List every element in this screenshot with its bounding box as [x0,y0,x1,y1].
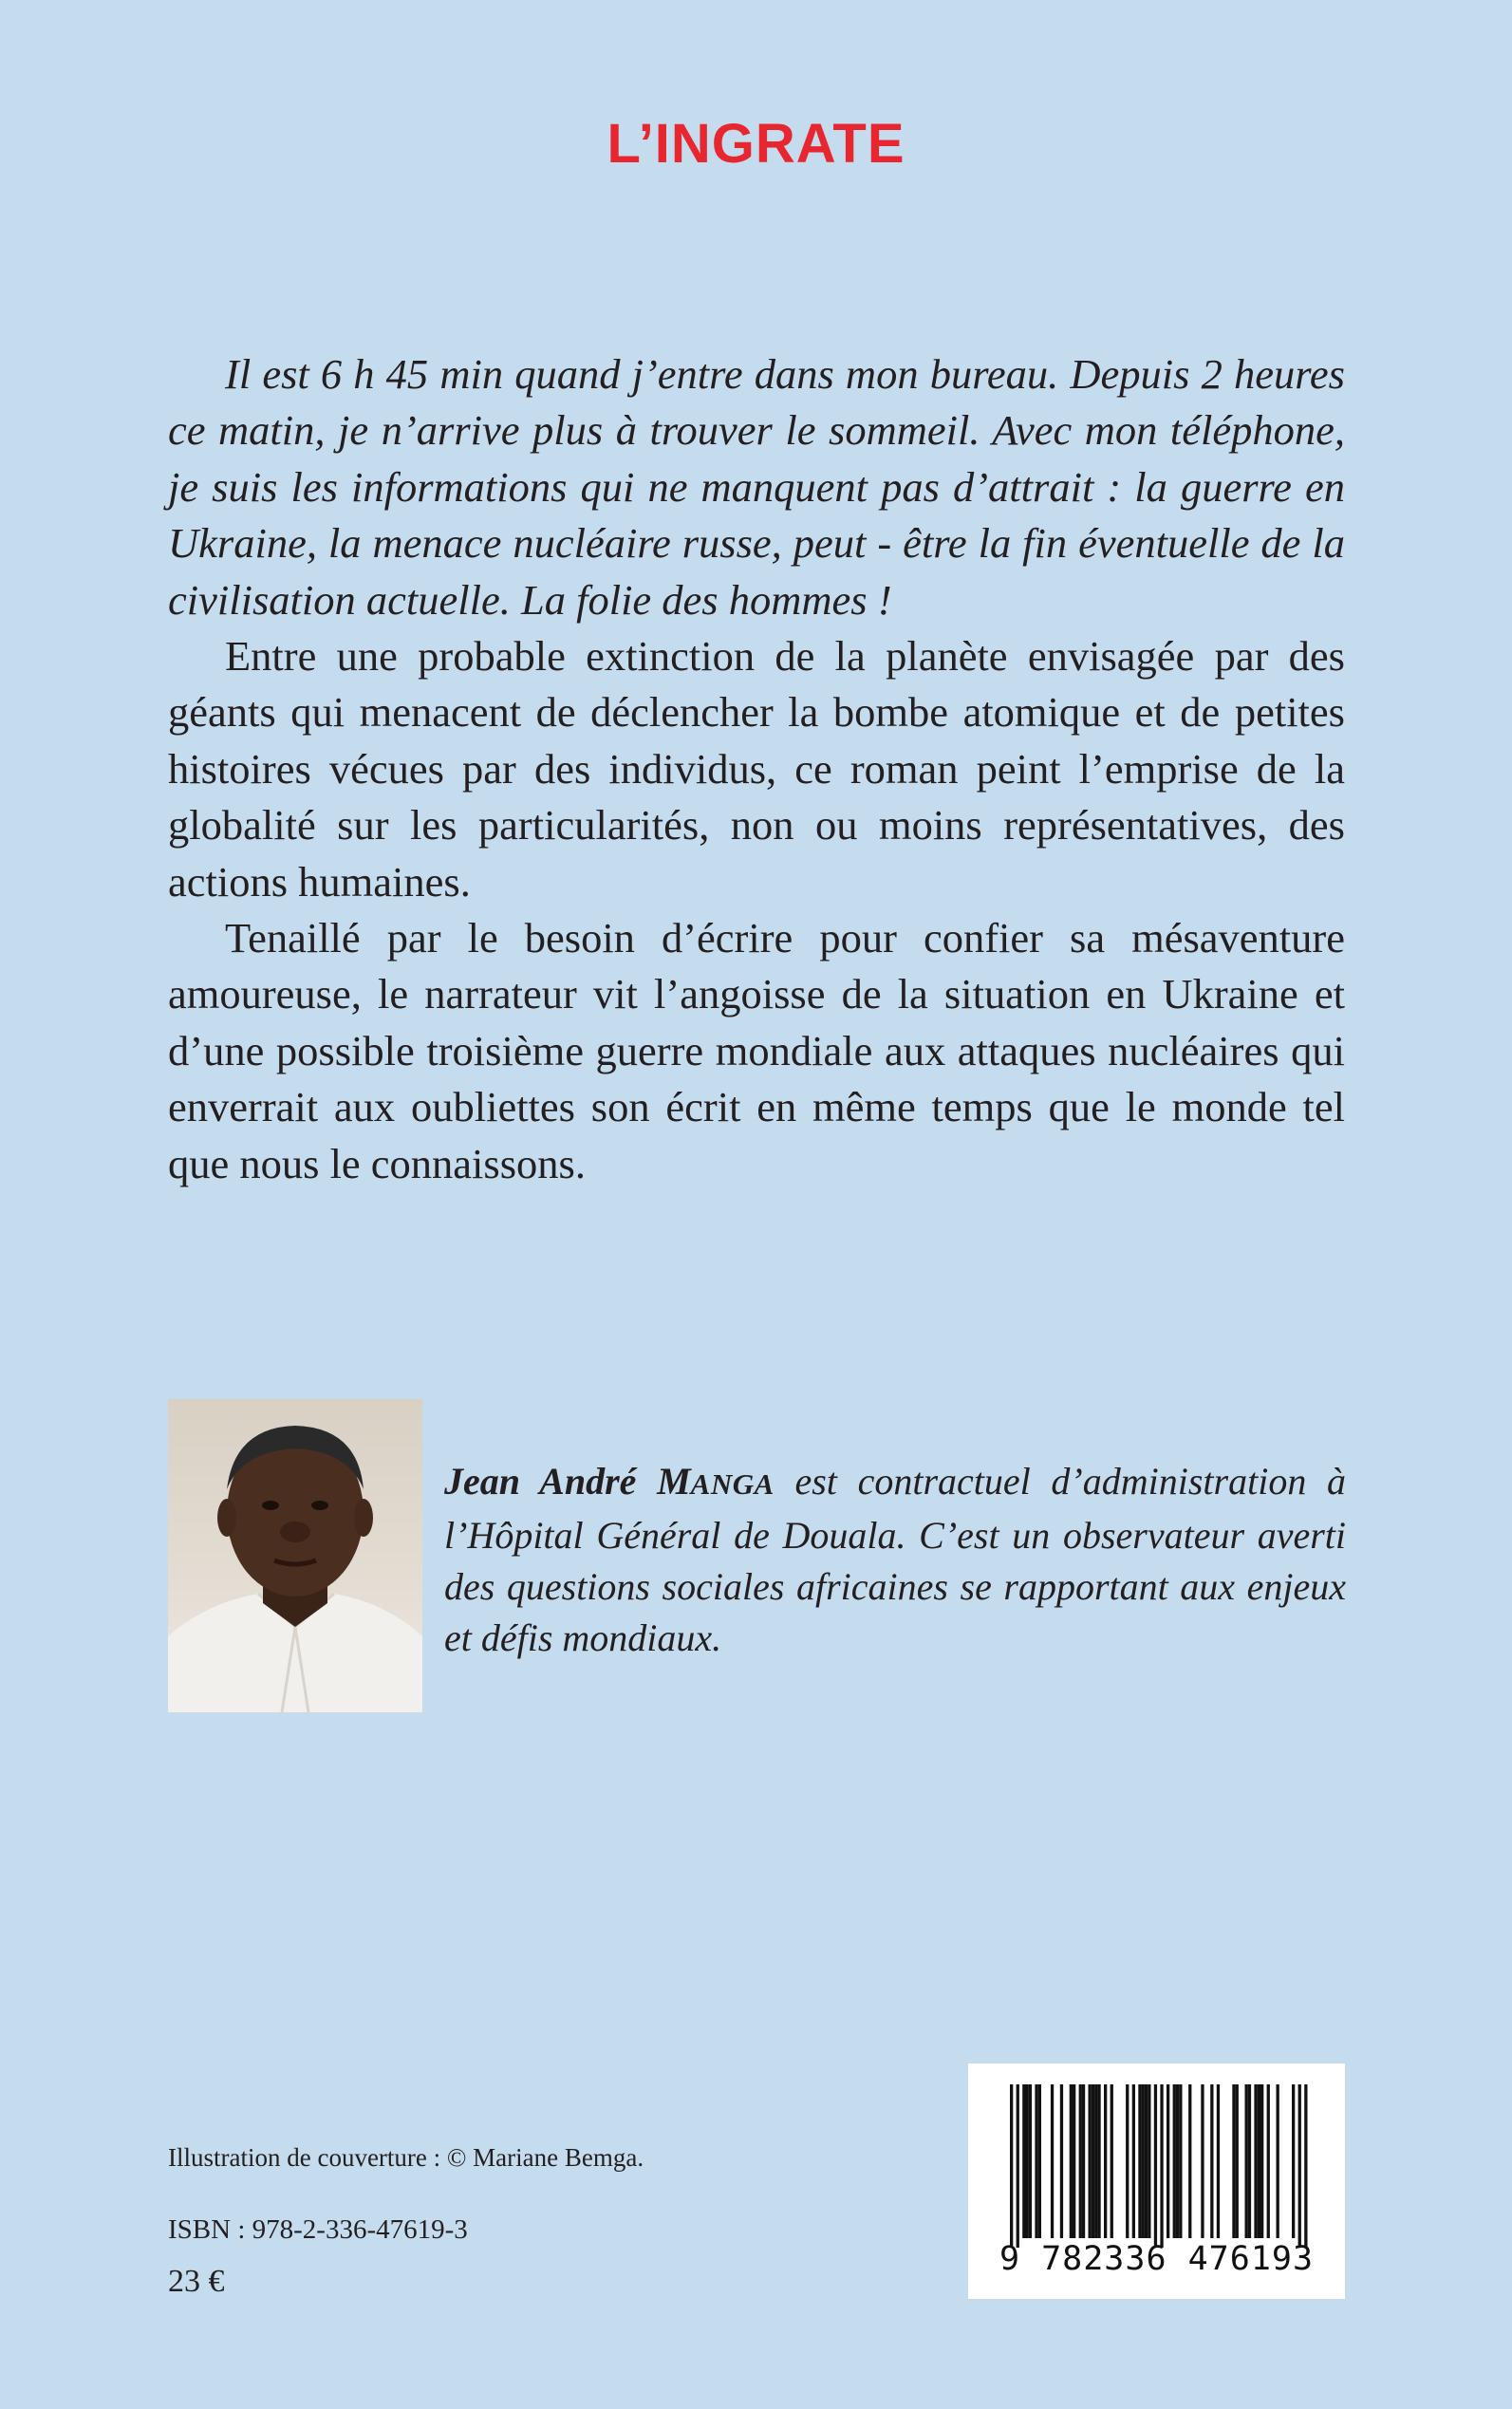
cover-illustration-credit: Illustration de couverture : © Mariane Bemga. [168,2143,644,2172]
barcode-bar [1277,2084,1279,2238]
barcode-bar [1051,2084,1054,2238]
barcode-bar [1142,2084,1145,2238]
barcode-bar [1060,2084,1063,2238]
barcode-bar [1070,2084,1073,2238]
barcode-bar [1094,2084,1097,2238]
barcode-bar [1298,2084,1301,2248]
barcode-bar [1258,2084,1260,2238]
barcode-bar [1236,2084,1239,2238]
barcode-bar [1026,2084,1029,2238]
isbn: ISBN : 978-2-336-47619-3 [168,2214,468,2245]
barcode-bar [1029,2084,1032,2238]
barcode-bar [1201,2084,1204,2238]
barcode-bar [1017,2084,1019,2248]
author-bio [444,1456,1346,1664]
barcode [968,2064,1345,2299]
barcode-bar [1010,2084,1013,2248]
author-name: Jean André MANGA [444,1460,775,1503]
barcode-bar [1111,2084,1113,2238]
barcode-bar [1104,2084,1107,2238]
author-photo [168,1399,422,1712]
barcode-bar [1248,2084,1251,2238]
barcode-bar [1145,2084,1148,2238]
back-cover-blurb [168,346,1345,1192]
barcode-bar [1126,2084,1129,2238]
summary-paragraph-2: Tenaillé par le besoin d’écrire pour confier sa mésaventure amoureuse, le narrateur vit l’angoisse de la situation en Ukraine et d’une possible troisième guerre mondiale aux attaques nucléaires qui enverrait aux oubliettes son écrit en même temps que le monde tel que nous le connaissons. [168,914,1345,1187]
barcode-bar [1304,2084,1307,2248]
barcode-bar [1082,2084,1085,2238]
excerpt-paragraph: Il est 6 h 45 min quand j’entre dans mon bureau. Depuis 2 heures ce matin, je n’arrive plus à trouver le sommeil. Avec mon téléphone, je suis les informations qui ne manquent pas d’attrait : la guerre en Ukraine, la menace nucléaire russe, peut - être la fin éventuelle de la civilisation actuelle. La folie des hommes ! [168,350,1345,624]
book-title: L’INGRATE [607,113,905,175]
barcode-bar [1132,2084,1135,2238]
barcode-bar [1079,2084,1082,2238]
price: 23 € [168,2264,225,2299]
barcode-bar [1160,2084,1163,2248]
barcode-bar [1179,2084,1182,2238]
barcode-bar [1035,2084,1037,2238]
barcode-bar [1097,2084,1100,2238]
barcode-bar [1217,2084,1220,2238]
barcode-bar [1188,2084,1191,2238]
summary-paragraph-1: Entre une probable extinction de la planète envisagée par des géants qui menacent de déclencher la bombe atomique et de petites histoires vécues par des individus, ce roman peint l’emprise de la globalité sur les particularités, non ou moins représentatives, des actions humaines. [168,632,1345,906]
barcode-bar [1038,2084,1041,2238]
barcode-bar [1260,2084,1263,2238]
barcode-bar [1176,2084,1179,2238]
barcode-bar [1089,2084,1092,2238]
barcode-bar [1138,2084,1141,2238]
barcode-bar [1267,2084,1270,2238]
barcode-bar [1154,2084,1157,2248]
barcode-bar [1073,2084,1075,2238]
barcode-bar [1022,2084,1025,2238]
barcode-bar [1292,2084,1295,2238]
barcode-bar [1245,2084,1248,2238]
author-bio-text: est contractuel d’administration à l’Hôpital Général de Douala. C’est un observateur averti des questions sociales africaines se rapportant aux enjeux et défis mondiaux. [444,1460,1346,1659]
barcode-bar [1092,2084,1094,2238]
barcode-bar [1232,2084,1235,2238]
barcode-bar [1254,2084,1257,2238]
barcode-bar [1167,2084,1169,2238]
barcode-bar [1148,2084,1150,2238]
barcode-bar [1210,2084,1213,2238]
barcode-bar [1173,2084,1176,2238]
barcode-digits: 9 782336 476193 [999,2240,1315,2278]
